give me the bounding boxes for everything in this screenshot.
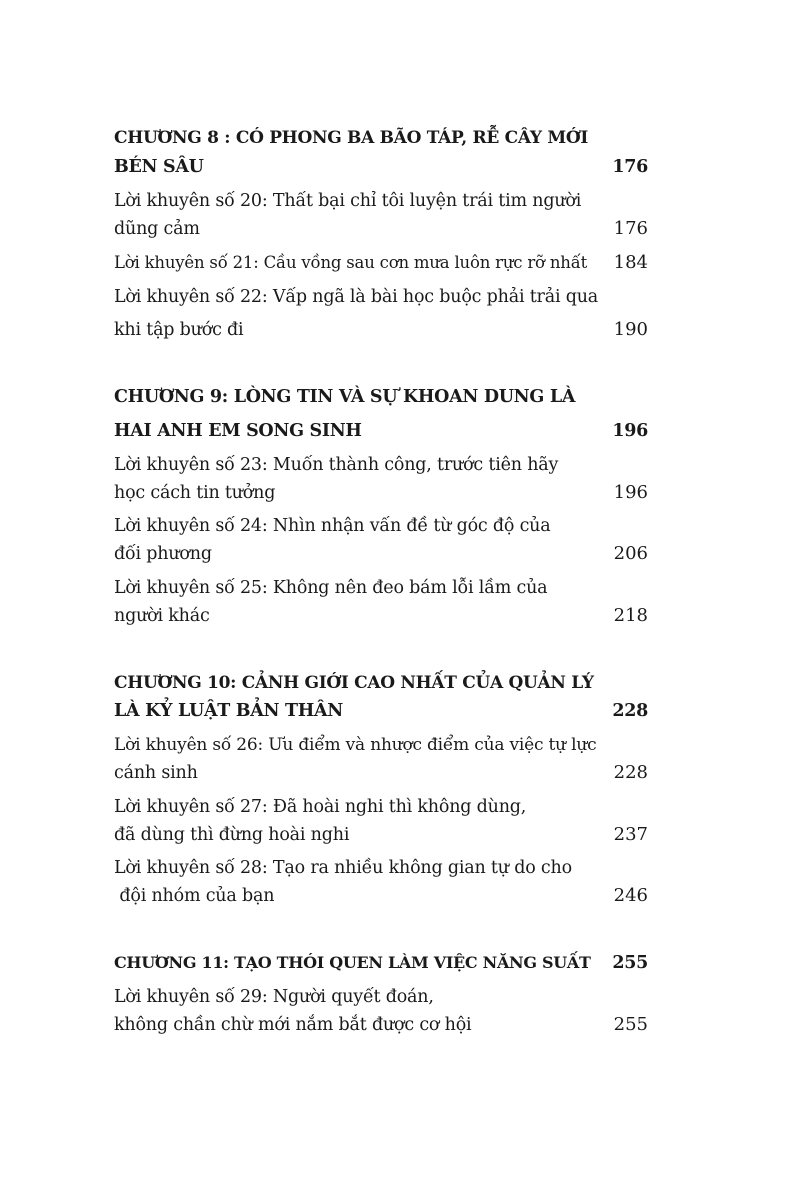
entry-line: Lời khuyên số 27: Đã hoài nghi thì không dùng, [114,797,527,817]
entry-page-number: 190 [613,319,648,340]
chapter-title-line: CHƯƠNG 11: TẠO THÓI QUEN LÀM VIỆC NĂNG SUẤT [114,953,591,972]
entry-page-number: 184 [613,252,648,273]
entry-line: đã dùng thì đừng hoài nghi [114,825,350,845]
chapter-page-number: 196 [612,421,648,441]
entry-line: đối phương [114,544,212,564]
entry-page-number: 255 [613,1014,648,1035]
entry-page-number: 228 [613,762,648,783]
chapter-title-line: HAI ANH EM SONG SINH [114,421,362,441]
entry-line: Lời khuyên số 24: Nhìn nhận vấn đề từ góc độ của [114,516,551,536]
entry-line: không chần chừ mới nắm bắt được cơ hội [114,1015,472,1035]
entry-line: học cách tin tưởng [114,483,276,503]
chapter-page-number: 228 [612,701,648,721]
entry-line: đội nhóm của bạn [114,886,275,906]
entry-page-number: 246 [613,885,648,906]
chapter-page-number: 255 [612,953,648,973]
entry-line: Lời khuyên số 22: Vấp ngã là bài học buộc phải trải qua [114,287,599,307]
entry-line: Lời khuyên số 21: Cầu vồng sau cơn mưa luôn rực rỡ nhất [114,253,588,272]
entry-line: khi tập bước đi [114,320,244,340]
entry-line: Lời khuyên số 28: Tạo ra nhiều không gian tự do cho [114,858,572,878]
entry-page-number: 218 [613,605,648,626]
chapter-title-line: LÀ KỶ LUẬT BẢN THÂN [114,701,343,721]
entry-line: dũng cảm [114,219,200,239]
entry-line: Lời khuyên số 23: Muốn thành công, trước tiên hãy [114,455,559,475]
entry-page-number: 176 [613,218,648,239]
entry-line: người khác [114,606,210,626]
chapter-title-line: BÉN SÂU [114,157,204,177]
entry-page-number: 206 [613,543,648,564]
entry-page-number: 237 [613,824,648,845]
chapter-title-line: CHƯƠNG 8 : CÓ PHONG BA BÃO TÁP, RỄ CÂY MỚI [114,128,589,148]
chapter-title-line: CHƯƠNG 9: LÒNG TIN VÀ SỰ KHOAN DUNG LÀ [114,387,576,407]
chapter-page-number: 176 [612,157,648,177]
entry-line: Lời khuyên số 29: Người quyết đoán, [114,987,434,1007]
entry-page-number: 196 [613,482,648,503]
entry-line: Lời khuyên số 26: Ưu điểm và nhược điểm của việc tự lực [114,735,597,755]
entry-line: Lời khuyên số 20: Thất bại chỉ tôi luyện trái tim người [114,191,582,211]
entry-line: cánh sinh [114,763,198,783]
chapter-title-line: CHƯƠNG 10: CẢNH GIỚI CAO NHẤT CỦA QUẢN LÝ [114,673,594,693]
entry-line: Lời khuyên số 25: Không nên đeo bám lỗi lầm của [114,578,548,598]
